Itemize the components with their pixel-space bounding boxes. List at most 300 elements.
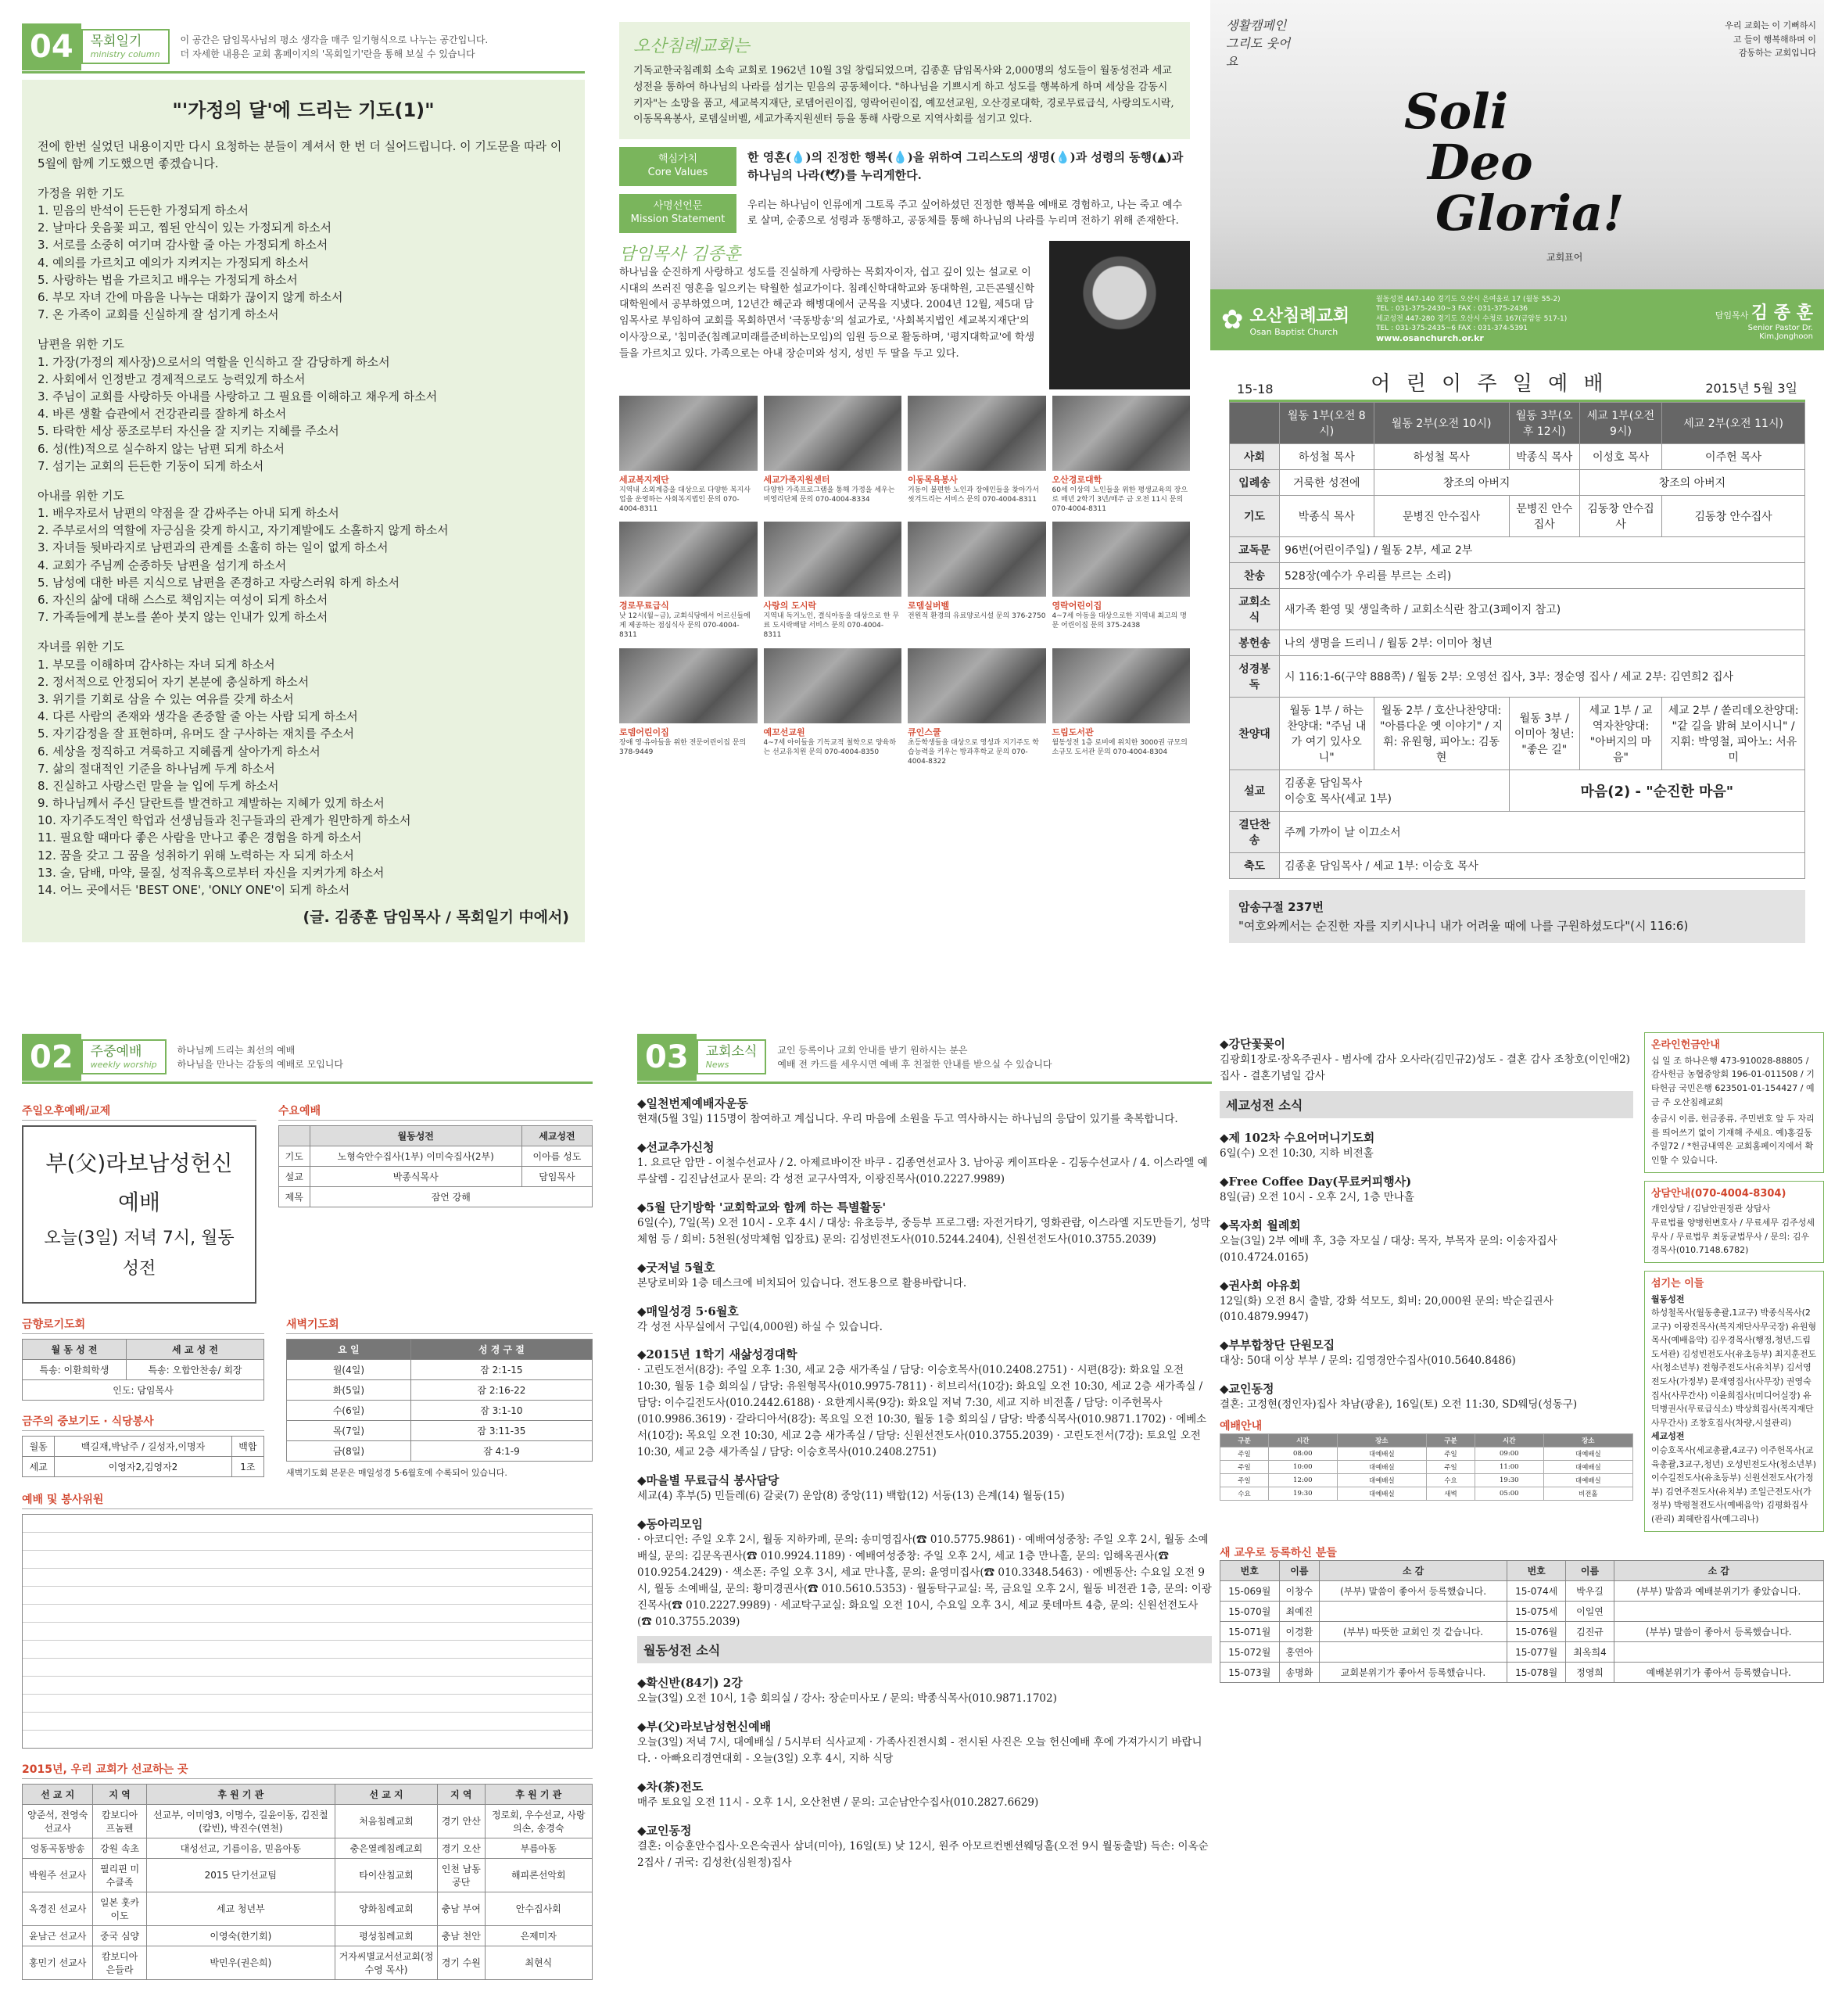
prayer-list — [38, 656, 569, 899]
church-info-strip: ✿ 오산침례교회 Osan Baptist Church 월동성전 447-140 경기도 오산시 은여울로 17 (월동 55-2) TEL : 031-375-2430~3 FAX : 031-375-2436 세교성전 447-280 경기도 오산시 수청로 167(금암동 517-1) TEL : 031-375-2435~6 FAX : 031-374-5391 www.osanchurch.or.kr 담임목사 김 종 훈 Senior Pastor Dr. Kim,Jonghoon — [1210, 289, 1824, 350]
new-member-cell: 15-072월 — [1220, 1641, 1280, 1662]
cell: 세교 2부 / 쏠리데오찬양대: "같 길을 밝혀 보이시니" / 지휘: 박영철, 피아노: 서유미 — [1662, 698, 1805, 770]
service-column-header: 월동 3부(오후 12시) — [1509, 403, 1579, 444]
cell: 월동 2부 / 호산나찬양대: "아름다운 옛 이야기" / 지휘: 유원형, 피아노: 김동현 — [1374, 698, 1509, 770]
new-member-cell: 이경환 — [1279, 1621, 1320, 1641]
cell: 하성철 목사 — [1280, 444, 1374, 470]
mission-cell: 박민우(권은희) — [146, 1946, 335, 1979]
prayer-item: 6. 자신의 삶에 대해 스스로 책임지는 여성이 되게 하소서 — [38, 593, 328, 608]
cover-banner — [1210, 0, 1824, 350]
mission-statement: 사명선언문 Mission Statement 우리는 하나님이 인류에게 그토록 주고 싶어하셨던 진정한 행복을 예배로 경험하고, 나는 죽고 예수로 살며, 순종으로 성령과 동행하고, 공동체를 통해 하나님의 나라를 누리며 전하기 위해 존재한다. — [619, 194, 1190, 233]
intro-heading: 오산침례교회는 — [633, 37, 750, 56]
worship-date: 2015년 5월 3일 — [1705, 381, 1797, 396]
prayer-item: 1. 부모를 이해하며 감사하는 자녀 되게 하소서 — [38, 657, 275, 672]
dawn-prayer: 새벽기도회 요 일 성 경 구 절 월(4일) 잠 2:1-15 화(5일) 잠 2:16-22 수(6일) 잠 3:1-10 목(7일) 잠 3:11-35 금(8일) 잠 4:1-9 새벽기도회 본문은 매일성경 5·6월호에 수록되어 있습니다. — [286, 1304, 593, 1479]
prayer-item: 3. 자녀들 뒷바라지로 남편과의 관계를 소홀히 하는 일이 없게 하소서 — [38, 540, 389, 555]
prayer-item: 5. 자기감정을 잘 표현하며, 유머도 잘 구사하는 재치를 주소서 — [38, 726, 354, 741]
pastor-profile — [619, 241, 1190, 389]
worship-guide-table: 구분 시간 장소 구분 시간 장소 주일 08:00 대예배실 주일 09:00 대예배실 주일 10:00 대예배실 주일 11:00 대예배실 주일 12:00 대예배실 수요 19:30 대예배실 수요 19:30 대예배실 새벽 05:00 비전홀 — [1220, 1433, 1633, 1501]
ministry-desc: 초등학생들을 대상으로 영성과 지기주도 학습능력을 키우는 방과후학교 문의 070-4004-8322 — [908, 738, 1039, 766]
prayer-item: 6. 부모 자녀 간에 마음을 나누는 대화가 끊이지 않게 하소서 — [38, 290, 343, 305]
new-member-cell — [1614, 1641, 1823, 1662]
table-corner — [1230, 403, 1280, 444]
prayer-group — [38, 185, 569, 324]
campaign-logo: 생활캠페인 그리도 웃어요 — [1226, 18, 1291, 69]
news-body: · 고린도전서(8강): 주일 오후 1:30, 세교 2층 새가족실 / 담당: 이승호목사(010.2408.2751) · 시편(8강): 화요일 오전 10:30, 월동 1층 회의실 / 담당: 유원형목사(010.9975-7811) · 히브리서(10강): 화요일 오전 10:30, 세교 2층 새가족실 / 담당: 이수길전도사(010.2442.6188) · 요한계시록(9강): 화요일 저녁 7:30, 세교 지하 비전홀 / 담당: 이주헌목사(010.9986.3619) · 갈라디아서(8강): 목요일 오전 10:30, 월동 1층 회의실 / 담당: 박종식목사(010.9871.1702) · 에베소서(10강): 목요일 오전 10:30, 세교 2층 새가족실 / 담당: 신원선전도사(010.3755.2039) · 고린도전서(7강): 토요일 오전 10:30, 세교 2층 새가족실 / 담당: 이승호목사(010.2408.2751) — [637, 1364, 1207, 1459]
news-heading: ◆굿저널 5월호 — [637, 1260, 715, 1275]
ministry-name: 로뎀어린이집 — [619, 726, 669, 737]
cell — [1280, 853, 1805, 879]
dawn-cell: 목(7일) — [287, 1420, 411, 1440]
prayer-groups — [38, 185, 569, 899]
intercession-cell: 월동 — [23, 1436, 55, 1456]
mission-cell: 처음침례교회 — [335, 1804, 437, 1838]
church-vision: 우리 교회는 이 기뻐하시고 들이 행복해하며 이 감동하는 교회입니다 — [1725, 20, 1816, 59]
ministry-desc: 지역내 소외계층을 대상으로 다양한 복지사업을 운영하는 사회복지법인 문의 070-4004-8311 — [619, 486, 751, 514]
sunday-service: 주일오후예배/교제 부(父)라보남성헌신예배 오늘(3일) 저녁 7시, 월동성전 — [22, 1090, 256, 1304]
prayer-item: 6. 세상을 정직하고 겨룩하고 지혜롭게 살아가게 하소서 — [38, 744, 321, 759]
prayer-item: 5. 남성에 대한 바른 지식으로 남편을 존경하고 자랑스러워 하게 하소서 — [38, 575, 400, 590]
new-member-cell: 15-071월 — [1220, 1621, 1280, 1641]
prayer-item: 14. 어느 곳에서든 'BEST ONE', 'ONLY ONE'이 되게 하소서 — [38, 883, 350, 898]
dawn-cell: 잠 2:16-22 — [410, 1379, 592, 1400]
prayer-item: 3. 주님이 교회를 사랑하듯 아내를 사랑하고 그 필요를 이해하고 채우게 하소서 — [38, 389, 438, 404]
news-heading: ◆5월 단기방학 '교회학교와 함께 하는 특별활동' — [637, 1200, 887, 1214]
mission-cell: 캄보디아 프놈펜 — [93, 1804, 146, 1838]
cell-line: 주께 가까이 날 이끄소서 — [1285, 827, 1401, 839]
ministry-desc: 낮 12시(월~금), 교회식당에서 어르신들에게 제공하는 점심식사 문의 070-4004-8311 — [619, 612, 751, 640]
prayer-item: 3. 서로를 소중히 여기며 감사할 줄 아는 가정되게 하소서 — [38, 238, 328, 253]
mission-cell: 2015 단기선교팀 — [146, 1858, 335, 1892]
ministry-card — [764, 648, 902, 766]
mission-cell: 홍민기 선교사 — [23, 1946, 93, 1979]
dawn-header: 성 경 구 절 — [410, 1339, 592, 1359]
dawn-header: 요 일 — [287, 1339, 411, 1359]
ministry-card — [619, 648, 758, 766]
prayer-item: 7. 가족들에게 분노를 쏟아 붓지 않는 인내가 있게 하소서 — [38, 610, 328, 625]
mission-cell: 충남 부여 — [438, 1892, 485, 1925]
news-heading: ◆마을별 무료급식 봉사담당 — [637, 1473, 779, 1487]
new-member-cell: 교회분위기가 좋아서 등록했습니다. — [1320, 1662, 1507, 1682]
news-heading: ◆제 102차 수요어머니기도회 — [1220, 1130, 1375, 1145]
issue-number: 15-18 — [1237, 382, 1274, 396]
ministry-photo — [908, 522, 1046, 597]
ministry-desc: 장애 영·유아들을 위한 전문어린이집 문의 378-9449 — [619, 738, 747, 756]
row-label: 기도 — [1230, 496, 1280, 537]
wolldong-news-list — [637, 1674, 1212, 1871]
ministry-column-section — [22, 22, 585, 978]
new-member-cell: 15-077월 — [1507, 1641, 1566, 1662]
news-heading: ◆일천번제예배자운동 — [637, 1096, 748, 1110]
ministry-card — [1052, 648, 1191, 766]
preacher: 김종훈 담임목사 — [1285, 777, 1363, 790]
prayer-item: 8. 진실하고 사랑스런 말을 늘 입에 두게 하소서 — [38, 778, 279, 793]
mission-cell: 안수집사회 — [485, 1892, 592, 1925]
new-member-cell: 15-073월 — [1220, 1662, 1280, 1682]
senior-pastor: 담임목사 김 종 훈 Senior Pastor Dr. Kim,Jonghoon — [1715, 303, 1813, 341]
section-header — [22, 22, 585, 74]
prayer-group-heading: 가정을 위한 기도 — [38, 185, 124, 200]
news-body: 6일(수), 7일(목) 오전 10시 - 오후 4시 / 대상: 유초등부, 중등부 프로그램: 자전거타기, 영화관람, 이스라엘 지도만들기, 성막체험 등 / 회비: 5천원(성막체험 입장료) 문의: 김성빈전도사(010.5244.2404), 신원선전도사(010.3755.2039) — [637, 1216, 1211, 1246]
dawn-cell: 잠 2:1-15 — [410, 1359, 592, 1379]
mission-table — [22, 1784, 593, 1980]
news-body: 오늘(3일) 저녁 7시, 대예배실 / 5시부터 식사교제 · 가족사진전시회 - 전시된 사진은 오늘 헌신예배 후에 가져가시기 바랍니다. · 아빠요리경연대회 - 오늘(3일) 오후 4시, 지하 식당 — [637, 1736, 1202, 1766]
news-body: 본당로비와 1층 데스크에 비치되어 있습니다. 전도용으로 활용바랍니다. — [637, 1276, 967, 1290]
ministry-name: 큐인스쿨 — [908, 726, 941, 737]
intercession-cell: 1조 — [231, 1456, 263, 1476]
mission-cell: 타이산침교회 — [335, 1858, 437, 1892]
row-label: 찬송 — [1230, 563, 1280, 589]
ministry-desc: 4~7세 아동을 대상으로한 지역내 최고의 명문 어린이집 문의 375-2438 — [1052, 612, 1187, 630]
mission-cell: 경기 안산 — [438, 1804, 485, 1838]
wolldong-news-header: 월동성전 소식 — [637, 1636, 1212, 1663]
pastor-heading: 담임목사 김종훈 — [619, 244, 741, 264]
row-label: 사회 — [1230, 444, 1280, 470]
church-address: 월동성전 447-140 경기도 오산시 은여울로 17 (월동 55-2) TEL : 031-375-2430~3 FAX : 031-375-2436 세교성전 447-280 경기도 오산시 수청로 167(금암동 517-1) TEL : 031-375-2435~6 FAX : 031-374-5391 www.osanchurch.or.kr — [1376, 295, 1715, 344]
ministry-card — [1052, 396, 1191, 514]
news-body: 매주 토요일 오전 11시 - 오후 1시, 오산천변 / 문의: 고순남안수집사(010.2827.6629) — [637, 1796, 1039, 1810]
dawn-cell: 잠 3:1-10 — [410, 1400, 592, 1420]
prayer-item: 5. 타락한 세상 풍조로부터 자신을 잘 지키는 지혜를 주소서 — [38, 424, 339, 439]
prayer-item: 9. 하나님께서 주신 달란트를 발견하고 계발하는 지혜가 있게 하소서 — [38, 796, 385, 811]
news-heading: ◆Free Coffee Day(무료커피행사) — [1220, 1174, 1412, 1189]
news-heading: ◆확신반(84기) 2강 — [637, 1676, 743, 1691]
row-label: 축도 — [1230, 853, 1280, 879]
new-member-cell: 15-069월 — [1220, 1580, 1280, 1601]
mission-cell: 평성침례교회 — [335, 1925, 437, 1946]
ministry-card — [908, 522, 1046, 640]
cell: 창조의 아버지 — [1374, 470, 1579, 496]
cell: 월동 3부 / 이미아 청년: "좋은 길" — [1509, 698, 1579, 770]
prayer-title: "'가정의 달'에 드리는 기도(1)" — [172, 99, 435, 121]
cell: 세교 1부 / 교역자찬양대: "아버지의 마음" — [1579, 698, 1661, 770]
row-label: 교독문 — [1230, 537, 1280, 563]
new-member-cell — [1320, 1641, 1507, 1662]
prayer-item: 7. 섬기는 교회의 든든한 기둥이 되게 하소서 — [38, 458, 264, 473]
prayer-list — [38, 202, 569, 323]
intercession-cell: 이영자2,김영자2 — [55, 1456, 231, 1476]
mission-cell: 양준석, 전영숙 선교사 — [23, 1804, 93, 1838]
mission-header: 후 원 기 관 — [146, 1784, 335, 1804]
mission-cell: 경기 수원 — [438, 1946, 485, 1979]
mission-cell: 옥경진 선교사 — [23, 1892, 93, 1925]
ministry-desc: 4~7세 아이들을 기독교적 철학으로 양육하는 선교유치원 문의 070-4004-8350 — [763, 738, 897, 756]
mission-cell: 선교부, 이미영3, 이명수, 길윤이동, 김진철(칼빈), 박진수(연천) — [146, 1804, 335, 1838]
worship-title: 어 린 이 주 일 예 배 — [1371, 372, 1608, 396]
wednesday-service: 수요예배 월동성전 세교성전 기도 노형숙안수집사(1부) 이미숙집사(2부) 이아름 성도 설교 박종식목사 담임목사 제목 잠언 강해 — [278, 1090, 593, 1304]
prayer-item: 2. 날마다 웃음꽃 피고, 찜된 안식이 있는 가정되게 하소서 — [38, 221, 332, 235]
counsel-info: 상담안내(070-4004-8304) 개인상담 / 김남안권정관 상담사 무료법률 양병헌변호사 / 무료세무 김주성세무사 / 무료법무 최동균법무사 / 문의: 김우경목사(010.7148.6782) — [1644, 1181, 1824, 1263]
ministry-desc: 지역내 독거노인, 결식아동을 대상으로 한 무료 도시락배달 서비스 문의 070-4004-8311 — [763, 612, 900, 640]
cell-line: 시 116:1-6(구약 888쪽) / 월동 2부: 오영선 집사, 3부: 정순영 집사 / 세교 2부: 김연희2 집사 — [1285, 671, 1733, 683]
prayer-item: 7. 온 가족이 교회를 신실하게 잘 섬기게 하소서 — [38, 307, 279, 322]
new-member-header: 이름 — [1566, 1560, 1614, 1580]
intro-text: 전에 한번 실었던 내용이지만 다시 요청하는 분들이 계셔서 한 번 더 실어드립니다. 이 기도문을 따라 이 5월에 함께 기도했으면 좋겠습니다. — [38, 138, 562, 170]
cell: 거룩한 성전에 — [1280, 470, 1374, 496]
new-member-cell: 이창수 — [1279, 1580, 1320, 1601]
news-heading: ◆목자회 월례회 — [1220, 1218, 1301, 1232]
new-member-cell — [1320, 1601, 1507, 1621]
row-label: 교회소식 — [1230, 589, 1280, 630]
mission-cell: 거자씨별교서선교회(정수영 목사) — [335, 1946, 437, 1979]
mission-cell: 충은열례침례교회 — [335, 1838, 437, 1858]
cell: 김동창 안수집사 — [1662, 496, 1805, 537]
news-heading: ◆매일성경 5·6월호 — [637, 1304, 739, 1318]
prayer-list — [38, 504, 569, 626]
new-member-cell — [1614, 1601, 1823, 1621]
cell: 이성호 목사 — [1579, 444, 1661, 470]
cell: 창조의 아버지 — [1579, 470, 1804, 496]
church-logo-icon: ✿ — [1221, 304, 1244, 335]
new-member-cell: 15-075세 — [1507, 1601, 1566, 1621]
new-member-header: 소 감 — [1320, 1560, 1507, 1580]
ministry-name: 영락어린이집 — [1052, 601, 1102, 612]
ministry-photo — [908, 396, 1046, 471]
news-heading: ◆차(茶)전도 — [637, 1780, 704, 1795]
row-label: 결단찬송 — [1230, 812, 1280, 853]
new-member-cell: (부부) 말씀이 좋아서 등록했습니다. — [1320, 1580, 1507, 1601]
ministry-photo — [1052, 522, 1191, 597]
dawn-cell: 금(8일) — [287, 1440, 411, 1461]
prayer-item: 11. 필요할 때마다 좋은 사람을 만나고 좋은 경험을 하게 하소서 — [38, 830, 362, 845]
mission-header: 지 역 — [93, 1784, 146, 1804]
mission-header: 선 교 지 — [23, 1784, 93, 1804]
service-column-header: 세교 1부(오전 9시) — [1579, 403, 1661, 444]
news-list — [637, 1095, 1212, 1630]
prayer-item: 2. 주부로서의 역할에 자긍심을 갖게 하시고, 자기계발에도 소홀하지 않게 하소서 — [38, 523, 449, 538]
cell-line: 새가족 환영 및 생일축하 / 교회소식란 참고(3페이지 참고) — [1285, 604, 1561, 616]
new-member-cell: (부부) 말씀이 좋아서 등록했습니다. — [1614, 1621, 1823, 1641]
ministry-photo — [619, 396, 758, 471]
prayer-group — [38, 487, 569, 626]
ministry-card — [764, 396, 902, 514]
prayer-group — [38, 335, 569, 475]
online-offering: 온라인헌금안내 십 일 조 하나은행 473-910028-88805 / 감사헌금 농협중앙회 196-01-011508 / 기타헌금 국민은행 623501-01-154427 / 예 금 주 오산침례교회 송금시 이름, 헌금종류, 주민번호 앞 두 자리를 띄어쓰기 없이 기재해 주세요. 예)홍길동주일72 / *헌금내역은 교회홈페이지에서 확인할 수 있습니다. — [1644, 1032, 1824, 1173]
news-body: 세교(4) 후부(5) 민들레(6) 갈곶(7) 운암(8) 중앙(11) 백합(12) 서동(13) 은계(14) 월동(15) — [637, 1489, 1065, 1502]
mission-cell: 은제미자 — [485, 1925, 592, 1946]
order-of-worship-table — [1229, 402, 1805, 879]
ministry-card — [908, 396, 1046, 514]
new-member-cell: 박우길 — [1566, 1580, 1614, 1601]
motto: Soli Deo Gloria! — [1404, 83, 1625, 242]
motto-caption: 교회표어 — [1546, 252, 1583, 263]
news-body: 결혼: 이승훈안수집사·오은숙권사 삼녀(미아), 16일(토) 낮 12시, 원주 아모르컨벤션웨딩홀(오전 9시 월동출발) 득손: 이옥순2집사 / 귀국: 김성찬(심원정)집사 — [637, 1840, 1209, 1870]
mission-cell: 캄보디아 은들라 — [93, 1946, 146, 1979]
mission-cell: 대성선교, 기름이음, 믿음아동 — [146, 1838, 335, 1858]
new-member-cell: 홍연아 — [1279, 1641, 1320, 1662]
new-member-header: 번호 — [1220, 1560, 1280, 1580]
service-column-header: 세교 2부(오전 11시) — [1662, 403, 1805, 444]
prayer-item: 5. 사랑하는 법을 가르치고 배우는 가정되게 하소서 — [38, 272, 298, 287]
church-news-section: 03 교회소식 News 교인 등록이나 교회 안내를 받기 원하시는 분은 예배 전 카드를 세우시면 예배 후 친절한 안내를 받으실 수 있습니다 ◆일천번제예배자운동 현재(5월 3일) 115명이 참여하고 계십니다. 우리 마음에 소원을 두고 역사하시는 하나님의 응답이 있기를 축복합니다. ◆선교추가신청 1. 요르단 암만 - 이철수선교사 / 2. 아제르바이잔 바쿠 - 김종연선교사 3. 남아공 케이프타운 - 김동수선교사 / 4. 이스라엘 예루살렘 - 김진남선교사 문의: 각 성전 교구사역자, 이광진목사(010.2227.9989) ◆5월 단기방학 '교회학교와 함께 하는 특별활동' 6일(수), 7일(목) 오전 10시 - 오후 4시 / 대상: 유초등부, 중등부 프로그램: 자전거타기, 영화관람, 이스라엘 지도만들기, 성막체험 등 / 회비: 5천원(성막체험 입장료) 문의: 김성빈전도사(010.5244.2404), 신원선전도사(010.3755.2039) ◆굿저널 5월호 본당로비와 1층 데스크에 비치되어 있습니다. 전도용으로 활용바랍니다. ◆매일성경 5·6월호 각 성전 사무실에서 구입(4,000원) 하실 수 있습니다. ◆2015년 1학기 새삶성경대학 · 고린도전서(8강): 주일 오후 1:30, 세교 2층 새가족실 / 담당: 이승호목사(010.2408.2751) · 시편(8강): 화요일 오전 10:30, 월동 1층 회의실 / 담당: 유원형목사(010.9975-7811) · 히브리서(10강): 화요일 오전 10:30, 세교 2층 새가족실 / 담당: 이수길전도사(010.2442.6188) · 요한계시록(9강): 화요일 저녁 7:30, 세교 지하 비전홀 / 담당: 이주헌목사(010.9986.3619) · 갈라디아서(8강): 목요일 오전 10:30, 월동 1층 회의실 / 담당: 박종식목사(010.9871.1702) · 에베소서(10강): 목요일 오전 10:30, 세교 2층 새가족실 / 담당: 신원선전도사(010.3755.2039) · 고린도전서(7강): 토요일 오전 10:30, 세교 2층 새가족실 / 담당: 이승호목사(010.2408.2751) ◆마을별 무료급식 봉사담당 세교(4) 후부(5) 민들레(6) 갈곶(7) 운암(8) 중앙(11) 백합(12) 서동(13) 은계(14) 월동(15) ◆동아리모임 · 아코디언: 주일 오후 2시, 월동 지하카페, 문의: 송미영집사(☎ 010.5775.9861) · 예배여성중창: 주일 오후 2시, 월동 소예배실, 문의: 김문옥권사(☎ 010.9924.1189) · 예배여성중창: 주일 오후 2시, 세교 1층 만나홀, 문의: 임해옥권사(☎ 010.9254.2429) · 색소폰: 주일 오후 3시, 세교 만나홀, 문의: 윤영미집사(☎ 010.3348.5463) · 에벤동산: 수요일 오전 9시, 월동 소예배실, 문의: 황미경권사(☎ 010.5610.5353) · 월동탁구교실: 목, 금요일 오후 2시, 월동 비전관 1층, 문의: 이광진목사(☎ 010.2227.9989) · 세교탁구교실: 화요일 오전 10시, 수요일 오후 3시, 세교 롯데마트 4층, 문의: 신원선전도사(☎ 010.3755.2039) 월동성전 소식 ◆확신반(84기) 2강 오늘(3일) 오전 10시, 1층 회의실 / 강사: 장순미사모 / 문의: 박종식목사(010.9871.1702) ◆부(父)라보남성헌신예배 오늘(3일) 저녁 7시, 대예배실 / 5시부터 식사교제 · 가족사진전시회 - 전시된 사진은 오늘 헌신예배 후에 가져가시기 바랍니다. · 아빠요리경연대회 - 오늘(3일) 오후 4시, 지하 식당 ◆차(茶)전도 매주 토요일 오전 11시 - 오후 1시, 오산천변 / 문의: 고순남안수집사(010.2827.6629) ◆교인동정 결혼: 이승훈안수집사·오은숙권사 삼녀(미아), 16일(토) 낮 12시, 원주 아모르컨벤션웨딩홀(오전 9시 월동출발) 득손: 이옥순2집사 / 귀국: 김성찬(심원정)집사 — [637, 1032, 1212, 2002]
mission-header: 지 역 — [438, 1784, 485, 1804]
ministry-photo — [1052, 396, 1191, 471]
new-member-cell: 최옥희4 — [1566, 1641, 1614, 1662]
cell: 김동창 안수집사 — [1579, 496, 1661, 537]
ministry-desc: 거동이 불편한 노인과 장애인들을 찾아가서 씻겨드리는 서비스 문의 070-4004-8311 — [908, 486, 1039, 504]
prayer-item: 10. 자기주도적인 학업과 선생님들과 친구들과의 관계가 원만하게 하소서 — [38, 813, 411, 828]
mission-cell: 경기 오산 — [438, 1838, 485, 1858]
prayer-item: 4. 교회가 주님께 순종하듯 남편을 섬기게 하소서 — [38, 558, 287, 572]
church-intro-section — [619, 22, 1190, 984]
ministry-photo — [619, 648, 758, 723]
prayer-item: 2. 정서적으로 안정되어 자기 본분에 충실하게 하소서 — [38, 674, 310, 689]
ministry-name: 로뎀실버벨 — [908, 601, 950, 612]
new-member-header: 번호 — [1507, 1560, 1566, 1580]
dawn-cell: 월(4일) — [287, 1359, 411, 1379]
news-body: 현재(5월 3일) 115명이 참여하고 계십니다. 우리 마음에 소원을 두고 역사하시는 하나님의 응답이 있기를 축복합니다. — [637, 1113, 1178, 1125]
mission-cell: 이영숙(한기회) — [146, 1925, 335, 1946]
ministry-photo — [619, 522, 758, 597]
ministry-photo — [764, 522, 902, 597]
cover-section — [1210, 0, 1824, 997]
prayer-group — [38, 638, 569, 899]
mission-cell: 세교 청년부 — [146, 1892, 335, 1925]
prayer-group-heading: 남편을 위한 기도 — [38, 337, 124, 352]
new-member-cell: (부부) 말씀과 예배분위기가 좋았습니다. — [1614, 1580, 1823, 1601]
service-column-header: 월동 2부(오전 10시) — [1374, 403, 1509, 444]
cell: 박종식 목사 — [1280, 496, 1374, 537]
mens-service-box: 부(父)라보남성헌신예배 오늘(3일) 저녁 7시, 월동성전 — [22, 1125, 256, 1304]
cell: 이주헌 목사 — [1662, 444, 1805, 470]
intercession-cell: 백길재,박남주 / 길성자,이명자 — [55, 1436, 231, 1456]
ministry-card — [908, 648, 1046, 766]
news-body: 8일(금) 오전 10시 - 오후 2시, 1층 만나홀 — [1220, 1190, 1414, 1204]
prayer-item: 3. 위기를 기회로 삼을 수 있는 여유를 갖게 하소서 — [38, 691, 294, 706]
mission-cell: 필리핀 미수클족 — [93, 1858, 146, 1892]
new-member-header: 소 감 — [1614, 1560, 1823, 1580]
mission-cell: 엉동곡동방송 — [23, 1838, 93, 1858]
new-member-cell: 15-078월 — [1507, 1662, 1566, 1682]
service-column-header: 월동 1부(오전 8시) — [1280, 403, 1374, 444]
prayer-item: 6. 성(性)적으로 실수하지 않는 남편 되게 하소서 — [38, 441, 285, 456]
new-member-cell: 15-076월 — [1507, 1621, 1566, 1641]
news-body: 각 성전 사무실에서 구입(4,000원) 하실 수 있습니다. — [637, 1320, 883, 1333]
news-body: 결혼: 고정현(정인자)집사 차남(광윤), 16일(토) 오전 11:30, SD웨딩(성동구) — [1220, 1398, 1578, 1412]
cell — [1280, 537, 1805, 563]
prayer-item: 4. 바른 생활 습관에서 건강관리를 잘하게 하소서 — [38, 407, 287, 421]
section-title: 목회일기 ministry column — [81, 29, 170, 65]
prayer-item: 1. 가장(가정의 제사장)으로서의 역할을 인식하고 잘 감당하게 하소서 — [38, 354, 390, 369]
ministry-name: 사랑의 도시락 — [763, 601, 817, 612]
news-heading: ◆동아리모임 — [637, 1516, 703, 1531]
mission-cell: 부름아동 — [485, 1838, 592, 1858]
prayer-item: 1. 믿음의 반석이 든든한 가정되게 하소서 — [38, 203, 249, 218]
new-member-cell: 김진규 — [1566, 1621, 1614, 1641]
ministry-photo — [764, 396, 902, 471]
prayer-item: 4. 다른 사람의 존재와 생각을 존중할 줄 아는 사람 되게 하소서 — [38, 709, 358, 724]
cell — [1280, 630, 1805, 656]
cell — [1280, 812, 1805, 853]
weekly-worship-section: 02 주중예배 weekly worship 하나님께 드리는 최선의 예배 하나님을 만나는 감동의 예배로 모입니다 주일오후예배/교제 부(父)라보남성헌신예배 오늘(3일) 저녁 7시, 월동성전 수요예배 월동성전 세교성전 기도 노형숙안수집사(1부) 이미숙집사(2부) 이아름 성도 설교 박종식목사 담임목사 제목 잠언 강해 금향로기도회 월 동 성 전 세 교 성 전 특송: 이환희학생 특송: 오합안찬송/ 회장 인도: 담임목사 금주의 중보기도 · 식당봉사 월동 백길재,박남주 / 길성자,이명자 백합 세교 이영자2,김영자2 1조 새벽기도회 요 일 성 경 구 절 월(4일) 잠 2:1-15 화(5일) 잠 2:16-22 수(6일) 잠 3:1-10 목(7일) 잠 3:11-35 금(8일) 잠 4:1-9 새벽기도회 본문은 매일성경 5·6월호에 수록되어 있습니다. 예배 및 봉사위원 2015년, 우리 교회가 선교하는 곳 선 교 지 지 역 후 원 기 관 선 교 지 지 역 후 원 기 관 양준석, 전영숙 선교사 캄보디아 프놈펜 선교부, 이미영3, 이명수, 길윤이동, 김진철(칼빈), 박진수(연천) 처음침례교회 경기 안산 정로회, 우수선교, 사랑의손, 송경숙 엉동곡동방송 강원 속초 대성선교, 기름이음, 믿음아동 충은열례침례교회 경기 오산 부름아동 박원주 선교사 필리핀 미수클족 2015 단기선교팀 타이산침교회 인천 남동공단 해피론선악회 옥경진 선교사 일본 홋카이도 세교 청년부 양화침례교회 충남 부여 안수집사회 윤남근 선교사 중국 심양 이영숙(한기회) 평성침례교회 충남 천안 은제미자 홍민기 선교사 캄보디아 은들라 박민우(권은희) 거자씨별교서선교회(정수영 목사) 경기 수원 최현식 — [22, 1032, 593, 2002]
cell: 문병진 안수집사 — [1509, 496, 1579, 537]
news-body: 오늘(3일) 오전 10시, 1층 회의실 / 강사: 장순미사모 / 문의: 박종식목사(010.9871.1702) — [637, 1692, 1057, 1706]
prayer-item: 2. 사회에서 인정받고 경제적으로도 능력있게 하소서 — [38, 371, 306, 386]
news-body: · 아코디언: 주일 오후 2시, 월동 지하카페, 문의: 송미영집사(☎ 010.5775.9861) · 예배여성중창: 주일 오후 2시, 월동 소예배실, 문의: 김문옥권사(☎ 010.9924.1189) · 예배여성중창: 주일 오후 2시, 세교 1층 만나홀, 문의: 임해옥권사(☎ 010.9254.2429) · 색소폰: 주일 오후 3시, 세교 만나홀, 문의: 윤영미집사(☎ 010.3348.5463) · 에벤동산: 수요일 오전 9시, 월동 소예배실, 문의: 황미경권사(☎ 010.5610.5353) · 월동탁구교실: 목, 금요일 오후 2시, 월동 비전관 1층, 문의: 이광진목사(☎ 010.2227.9989) · 세교탁구교실: 화요일 오전 10시, 수요일 오후 3시, 세교 롯데마트 4층, 문의: 신원선전도사(☎ 010.3755.2039) — [637, 1533, 1212, 1628]
new-member-cell: 예배분위기가 좋아서 등록했습니다. — [1614, 1662, 1823, 1682]
section-description: 이 공간은 담임목사님의 평소 생각을 매주 일기형식으로 나누는 공간입니다. 더 자세한 내용은 교회 홈페이지의 '목회일기'란을 통해 보실 수 있습니다 — [180, 34, 489, 59]
ministry-name: 이동목욕봉사 — [908, 474, 958, 485]
ministry-photo — [908, 648, 1046, 723]
friday-prayer: 금향로기도회 월 동 성 전 세 교 성 전 특송: 이환희학생 특송: 오합안찬송/ 회장 인도: 담임목사 금주의 중보기도 · 식당봉사 월동 백길재,박남주 / 길성자,이명자 백합 세교 이영자2,김영자2 1조 — [22, 1304, 264, 1479]
row-label: 봉헌송 — [1230, 630, 1280, 656]
news-heading: ◆교인동정 — [637, 1824, 692, 1838]
news-body: 6일(수) 오전 10:30, 지하 비전홀 — [1220, 1146, 1374, 1160]
ministry-name: 세교복지재단 — [619, 474, 669, 485]
news-body: 1. 요르단 암만 - 이철수선교사 / 2. 아제르바이잔 바쿠 - 김종연선교사 3. 남아공 케이프타운 - 김동수선교사 / 4. 이스라엘 예루살렘 - 김진남선교사 문의: 각 성전 교구사역자, 이광진목사(010.2227.9989) — [637, 1156, 1208, 1186]
preacher: 이승호 목사(세교 1부) — [1285, 793, 1392, 805]
ministry-desc: 60세 이상의 노인들을 위한 평생교육의 장으로 매년 2학기 3년/매주 금 오전 11시 문의 070-4004-8311 — [1052, 486, 1188, 514]
dawn-cell: 화(5일) — [287, 1379, 411, 1400]
mission-header: 후 원 기 관 — [485, 1784, 592, 1804]
news-heading: ◆교인동정 — [1220, 1382, 1274, 1397]
ministry-photo-grid — [619, 396, 1190, 766]
prayer-item: 4. 예의를 가르치고 예의가 지켜지는 가정되게 하소서 — [38, 255, 310, 270]
ministry-desc: 다양한 가족프로그램을 통해 가정을 세우는 비영리단체 문의 070-4004-8334 — [763, 486, 895, 504]
prayer-list — [38, 353, 569, 475]
row-label: 입례송 — [1230, 470, 1280, 496]
news-body: 오늘(3일) 2부 예배 후, 3층 자모실 / 대상: 목자, 부목자 문의: 이송자집사(010.4724.0165) — [1220, 1234, 1557, 1264]
ministry-name: 드림도서관 — [1052, 726, 1094, 737]
mission-cell: 양화침례교회 — [335, 1892, 437, 1925]
church-website[interactable]: www.osanchurch.or.kr — [1376, 332, 1484, 343]
new-member-cell: 이일연 — [1566, 1601, 1614, 1621]
news-body: 12일(화) 오전 8시 출발, 강화 석모도, 회비: 20,000원 문의: 박순길권사(010.4879.9947) — [1220, 1294, 1553, 1324]
new-member-cell: (부부) 따뜻한 교회인 것 같습니다. — [1320, 1621, 1507, 1641]
mission-cell: 충남 천안 — [438, 1925, 485, 1946]
sidebar-news-section: ◆강단꽃꽂이 김광회1장로·장옥주권사 - 범사에 감사 오사라(김민규2)성도 - 결혼 감사 조창호(이인애2)집사 - 결혼기념일 감사 세교성전 소식 ◆제 102차 수요어머니기도회 6일(수) 오전 10:30, 지하 비전홀 ◆Free Coffee Day(무료커피행사) 8일(금) 오전 10시 - 오후 2시, 1층 만나홀 ◆목자회 월례회 오늘(3일) 2부 예배 후, 3층 자모실 / 대상: 목자, 부목자 문의: 이송자집사(010.4724.0165) ◆권사회 야유회 12일(화) 오전 8시 출발, 강화 석모도, 회비: 20,000원 문의: 박순길권사(010.4879.9947) ◆부부합창단 단원모집 대상: 50대 이상 부부 / 문의: 김영경안수집사(010.5640.8486) ◆교인동정 결혼: 고정현(정인자)집사 차남(광윤), 16일(토) 오전 11:30, SD웨딩(성동구) 예배안내 구분 시간 장소 구분 시간 장소 주일 08:00 대예배실 주일 09:00 대예배실 주일 10:00 대예배실 주일 11:00 대예배실 주일 12:00 대예배실 수요 19:30 대예배실 수요 19:30 대예배실 새벽 05:00 비전홀 온라인헌금안내 십 일 조 하나은행 473-910028-88805 / 감사헌금 농협중앙회 196-01-011508 / 기타헌금 국민은행 623501-01-154427 / 예 금 주 오산침례교회 송금시 이름, 헌금종류, 주민번호 앞 두 자리를 띄어쓰기 없이 기재해 주세요. 예)홍길동주일72 / *헌금내역은 교회홈페이지에서 확인할 수 있습니다. 상담안내(070-4004-8304) 개인상담 / 김남안권정관 상담사 무료법률 양병헌변호사 / 무료세무 김주성세무사 / 무료법무 최동균법무사 / 문의: 김우경목사(010.7148.6782) 섬기는 이들 월동성전 하성철목사(월동총괄,1교구) 박종식목사(2교구) 이광진목사(복지재단사무국장) 유원형목사(예배음악) 김우경목사(행정,청년,드림도서관) 김성빈전도사(유초등부) 최지훈전도사(청소년부) 전형주전도사(유치부) 김서영전도사(가정부) 문재영집사(사무장) 권영숙집사(사무간사) 이윤희집사(미디어실장) 유덕병권사(무료급식소) 박상희집사(복지재단사무간사) 조창호집사(차량,시설관리) 세교성전 이승호목사(세교총괄,4교구) 이주헌목사(교육총괄,3교구,청년) 오성빈전도사(청소년부) 이수길전도사(유초등부) 신원선전도사(가정부) 김연주전도사(유치부) 조일근전도사(가정부) 박평철전도사(예배음악) 김평화집사(관리) 최혜란집사(예그리나) 새 교우로 등록하신 분들 번호 이름 소 감 번호 이름 소 감 15-069월 이창수 (부부) 말씀이 좋아서 등록했습니다. 15-074세 박우길 (부부) 말씀과 예배분위기가 좋았습니다. 15-070월 최예진 15-075세 이일연 15-071월 이경환 (부부) 따뜻한 교회인 것 같습니다. 15-076월 김진규 (부부) 말씀이 좋아서 등록했습니다. 15-072월 홍연아 15-077월 최옥희4 15-073월 송명화 교회분위기가 좋아서 등록했습니다. 15-078월 정영희 예배분위기가 좋아서 등록했습니다. — [1220, 1032, 1824, 2002]
ministry-name: 오산경로대학 — [1052, 474, 1102, 485]
intercession-cell: 백합 — [231, 1436, 263, 1456]
memory-verse: 암송구절 237번 "여호와께서는 순진한 자를 지키시나니 내가 어려울 때에 나를 구원하셨도다"(시 116:6) — [1229, 890, 1805, 943]
ministry-photo — [1052, 648, 1191, 723]
staff-list: 섬기는 이들 월동성전 하성철목사(월동총괄,1교구) 박종식목사(2교구) 이광진목사(복지재단사무국장) 유원형목사(예배음악) 김우경목사(행정,청년,드림도서관) 김성빈전도사(유초등부) 최지훈전도사(청소년부) 전형주전도사(유치부) 김서영전도사(가정부) 문재영집사(사무장) 권영숙집사(사무간사) 이윤희집사(미디어실장) 유덕병권사(무료급식소) 박상희집사(복지재단사무간사) 조창호집사(차량,시설관리) 세교성전 이승호목사(세교총괄,4교구) 이주헌목사(교육총괄,3교구,청년) 오성빈전도사(청소년부) 이수길전도사(유초등부) 신원선전도사(가정부) 김연주전도사(유치부) 조일근전도사(가정부) 박평철전도사(예배음악) 김평화집사(관리) 최혜란집사(예그리나) — [1644, 1271, 1824, 1532]
cell-line: 김종훈 담임목사 / 세교 1부: 이승호 목사 — [1285, 860, 1478, 873]
cell: 문병진 안수집사 — [1374, 496, 1509, 537]
mission-cell: 박원주 선교사 — [23, 1858, 93, 1892]
cell-line: 528장(예수가 우리를 부르는 소리) — [1285, 570, 1452, 583]
ministry-name: 경로무료급식 — [619, 601, 669, 612]
cell-line: 나의 생명을 드리니 / 월동 2부: 이미아 청년 — [1285, 637, 1493, 650]
mission-cell: 정로회, 우수선교, 사랑의손, 송경숙 — [485, 1804, 592, 1838]
mission-cell: 일본 홋카이도 — [93, 1892, 146, 1925]
new-member-cell: 15-074세 — [1507, 1580, 1566, 1601]
ministry-card — [764, 522, 902, 640]
new-member-cell: 최예진 — [1279, 1601, 1320, 1621]
ministry-card — [619, 522, 758, 640]
ministry-photo — [764, 648, 902, 723]
prayer-group-heading: 아내를 위한 기도 — [38, 488, 124, 503]
section-number: 04 — [22, 23, 81, 70]
ministry-name: 세교가족지원센터 — [763, 474, 830, 485]
prayer-item: 12. 꿈을 갖고 그 꿈을 성취하기 위해 노력하는 자 되게 하소서 — [38, 848, 354, 863]
signature: (글. 김종훈 담임목사 / 목회일기 中에서) — [303, 909, 569, 927]
prayer-item: 1. 배우자로서 남편의 약점을 잘 감싸주는 아내 되게 하소서 — [38, 506, 339, 521]
mission-cell: 최현식 — [485, 1946, 592, 1979]
row-label: 찬양대 — [1230, 698, 1280, 770]
prayer-group-heading: 자녀를 위한 기도 — [38, 640, 124, 655]
prayer-item: 7. 삶의 절대적인 기준을 하나님께 두게 하소서 — [38, 761, 275, 776]
cell — [1280, 563, 1805, 589]
prayer-item: 13. 술, 담배, 마약, 물질, 성적유혹으로부터 자신을 지켜가게 하소서 — [38, 865, 385, 880]
cell: 월동 1부 / 하는찬양대: "주님 내가 여기 있사오니" — [1280, 698, 1374, 770]
news-heading: ◆2015년 1학기 새삶성경대학 — [637, 1347, 797, 1362]
prayer-panel — [22, 80, 585, 942]
intro-body: 기독교한국침례회 소속 교회로 1962년 10월 3일 창립되었으며, 김종훈 담임목사와 2,000명의 성도들이 월동성전과 세교성전을 통하여 하나님의 나라를 섬기는 믿음의 공동체이다. "하나님을 기쁘시게 하고 성도를 행복하게 하며 세상을 감동시키자"는 소망을 품고, 세교복지재단, 로뎀어린이집, 영락어린이집, 예꼬선교원, 오산경로대학, 경로무료급식, 사랑의도시락, 이동목욕봉사, 로뎀실버벨, 세교가족지원센터 등을 통해 사랑으로 지역사회를 섬기고 있다. — [633, 65, 1174, 126]
mission-cell: 강원 속초 — [93, 1838, 146, 1858]
sermon-title: 마음(2) - "순진한 마음" — [1509, 770, 1804, 812]
church-name: 오산침례교회 — [1249, 307, 1350, 326]
